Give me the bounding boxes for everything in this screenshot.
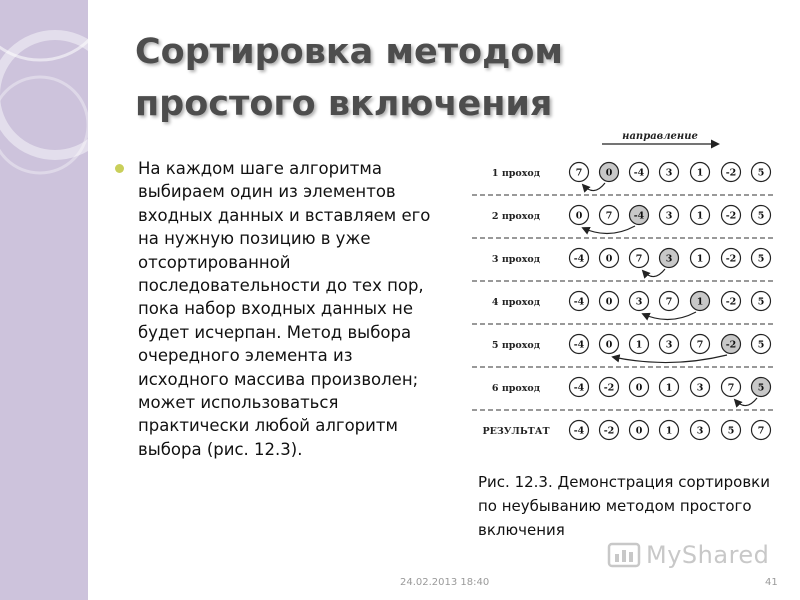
value-label: 1: [696, 210, 704, 222]
value-label: 7: [727, 382, 735, 394]
value-label: 0: [605, 253, 613, 265]
value-label: -4: [573, 339, 585, 351]
row-label: 1 проход: [491, 168, 541, 179]
value-label: 1: [665, 425, 673, 437]
value-label: 5: [757, 167, 765, 179]
value-label: 7: [605, 210, 613, 222]
watermark-logo-icon: [606, 538, 642, 572]
row-label: РЕЗУЛЬТАТ: [482, 426, 550, 437]
page-number: 41: [765, 577, 778, 588]
slide-title: Сортировка методом простого включения: [135, 32, 563, 124]
value-label: 1: [635, 339, 643, 351]
value-label: 1: [696, 253, 704, 265]
value-label: -4: [633, 167, 645, 179]
row-label: 6 проход: [491, 383, 541, 394]
decorative-left-strip: [0, 0, 88, 600]
watermark-text: MyShared: [646, 541, 770, 569]
row-label: 5 проход: [491, 340, 541, 351]
value-label: 7: [696, 339, 704, 351]
row-label: 3 проход: [491, 254, 541, 265]
value-label: 0: [635, 425, 643, 437]
value-label: -2: [603, 425, 615, 437]
value-label: 7: [575, 167, 583, 179]
slide-body-text: На каждом шаге алгоритма выбираем один из элементов входных данных и вставляем его на нужную позицию в уже отсортированной последовательности до тех пор, пока набор входных данных не будет исчерпан. Метод выбора очередного элемента из исходного массива произволен; может использоваться практически любой алгоритм выбора (рис. 12.3).: [138, 159, 431, 459]
value-label: -2: [603, 382, 615, 394]
value-label: 1: [665, 382, 673, 394]
insertion-arrow: [735, 398, 757, 406]
value-label: 5: [757, 339, 765, 351]
value-label: 0: [635, 382, 643, 394]
value-label: 3: [665, 253, 673, 265]
myshared-watermark: [606, 538, 768, 574]
decorative-rings: [0, 0, 88, 600]
insertion-arrow: [583, 226, 635, 234]
value-label: 3: [665, 210, 673, 222]
value-label: -2: [725, 167, 737, 179]
insertion-arrow: [643, 312, 696, 320]
value-label: -2: [725, 253, 737, 265]
value-label: -4: [633, 210, 645, 222]
row-label: 4 проход: [491, 297, 541, 308]
footer-date: 24.02.2013 18:40: [400, 577, 490, 588]
value-label: 0: [605, 339, 613, 351]
value-label: 5: [727, 425, 735, 437]
value-label: -4: [573, 296, 585, 308]
value-label: 5: [757, 210, 765, 222]
row-label: 2 проход: [491, 211, 541, 222]
value-label: 5: [757, 253, 765, 265]
insertion-arrow: [583, 183, 605, 191]
value-label: -2: [725, 339, 737, 351]
value-label: 3: [665, 167, 673, 179]
value-label: 1: [696, 296, 704, 308]
value-label: 3: [696, 425, 704, 437]
value-label: 0: [605, 167, 613, 179]
insertion-arrow: [613, 355, 727, 363]
figure-caption: Рис. 12.3. Демонстрация сортировки по неубыванию методом простого включения: [478, 473, 770, 539]
insertion-sort-diagram: [470, 127, 780, 449]
value-label: -4: [573, 425, 585, 437]
value-label: 0: [575, 210, 583, 222]
insertion-arrow: [643, 269, 665, 277]
value-label: 7: [757, 425, 765, 437]
value-label: 3: [665, 339, 673, 351]
value-label: -4: [573, 253, 585, 265]
value-label: 7: [665, 296, 673, 308]
bullet-icon: [115, 164, 124, 173]
value-label: 3: [635, 296, 643, 308]
value-label: 3: [696, 382, 704, 394]
value-label: 0: [605, 296, 613, 308]
value-label: -4: [573, 382, 585, 394]
value-label: 5: [757, 382, 765, 394]
direction-label: направление: [622, 131, 698, 142]
value-label: 1: [696, 167, 704, 179]
value-label: 5: [757, 296, 765, 308]
value-label: -2: [725, 296, 737, 308]
value-label: 7: [635, 253, 643, 265]
value-label: -2: [725, 210, 737, 222]
